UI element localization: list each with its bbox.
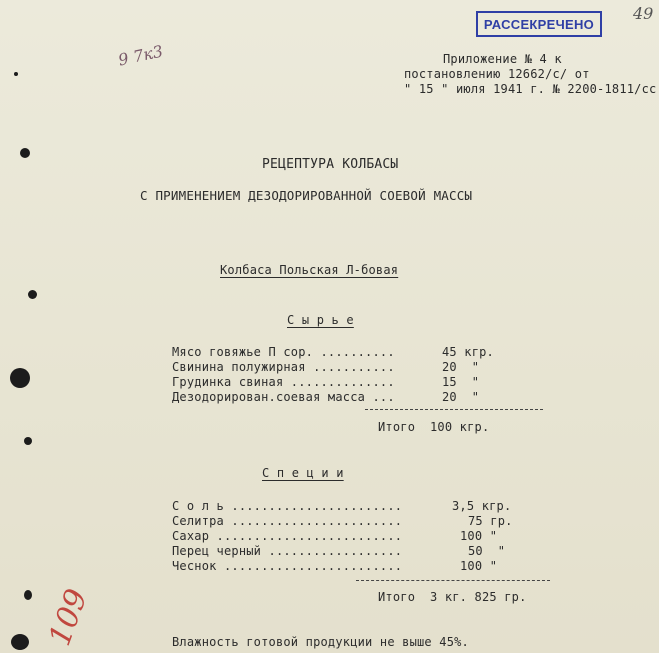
spices-total: Итого 3 кг. 825 гр.	[378, 590, 527, 604]
binder-hole	[11, 634, 29, 650]
declassified-stamp: РАССЕКРЕЧЕНО	[476, 11, 602, 37]
title-line-2: С ПРИМЕНЕНИЕМ ДЕЗОДОРИРОВАННОЙ СОЕВОЙ МАССЫ	[140, 188, 473, 203]
binder-hole	[20, 148, 30, 158]
raw-item-qty: 20 "	[442, 390, 480, 404]
spice-item-name: Селитра .......................	[172, 514, 403, 528]
raw-item-qty: 15 "	[442, 375, 480, 389]
spice-item-name: Перец черный ..................	[172, 544, 403, 558]
appendix-line-3: " 15 " июля 1941 г. № 2200-1811/сс	[404, 82, 657, 96]
spices-total-separator	[356, 580, 550, 581]
binder-hole	[10, 368, 30, 388]
appendix-line-1: Приложение № 4 к	[443, 52, 562, 66]
red-handwritten-number: 109	[42, 584, 95, 651]
spice-item-name: Сахар .........................	[172, 529, 403, 543]
appendix-line-2: постановлению 12662/с/ от	[404, 67, 590, 81]
spice-item-qty: 100 "	[460, 559, 498, 573]
spice-item-qty: 100 "	[460, 529, 498, 543]
binder-hole	[14, 72, 18, 76]
moisture-note: Влажность готовой продукции не выше 45%.	[172, 635, 469, 649]
raw-item-name: Дезодорирован.соевая масса ...	[172, 390, 395, 404]
spice-item-qty: 75 гр.	[468, 514, 513, 528]
raw-item-name: Свинина полужирная ...........	[172, 360, 395, 374]
raw-total-separator	[365, 409, 543, 410]
binder-hole	[24, 590, 32, 600]
title-line-1: РЕЦЕПТУРА КОЛБАСЫ	[262, 157, 399, 172]
binder-hole	[24, 437, 32, 445]
page-number: 49	[633, 4, 654, 23]
spices-heading: С п е ц и и	[262, 466, 344, 480]
raw-item-qty: 45 кгр.	[442, 345, 494, 359]
raw-materials-heading: С ы р ь е	[287, 313, 354, 327]
spice-item-name: С о л ь .......................	[172, 499, 403, 513]
spice-item-qty: 3,5 кгр.	[452, 499, 512, 513]
raw-item-name: Мясо говяжье П сор. ..........	[172, 345, 395, 359]
product-name: Колбаса Польская Л-бовая	[220, 263, 399, 277]
raw-item-name: Грудинка свиная ..............	[172, 375, 395, 389]
binder-hole	[28, 290, 37, 299]
spice-item-qty: 50 "	[468, 544, 506, 558]
handwritten-note: 9 7к3	[116, 41, 165, 70]
spice-item-name: Чеснок ........................	[172, 559, 403, 573]
raw-item-qty: 20 "	[442, 360, 480, 374]
raw-total: Итого 100 кгр.	[378, 420, 490, 434]
